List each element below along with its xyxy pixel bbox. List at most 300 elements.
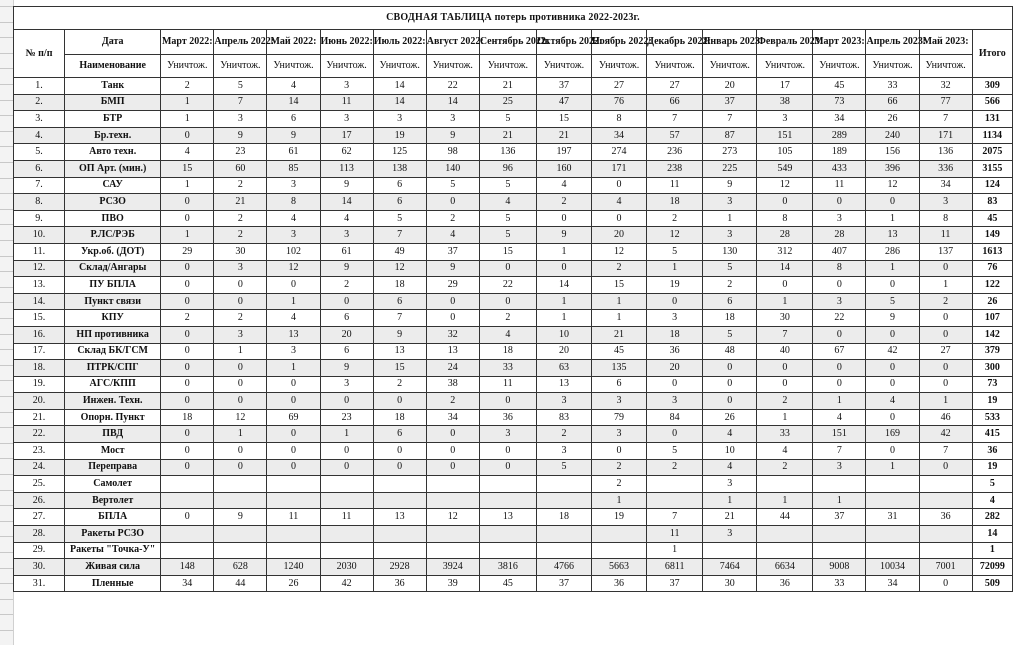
value-cell: 0 bbox=[919, 376, 972, 393]
value-cell: 0 bbox=[373, 443, 426, 460]
value-cell: 289 bbox=[813, 127, 866, 144]
value-cell: 0 bbox=[426, 310, 479, 327]
month-header: Ноябрь 2022: bbox=[592, 30, 647, 55]
table-row bbox=[14, 509, 1013, 526]
row-index-cell: 26. bbox=[14, 492, 65, 509]
row-index-cell: 2. bbox=[14, 94, 65, 111]
value-cell: 66 bbox=[866, 94, 919, 111]
value-cell: 6 bbox=[373, 194, 426, 211]
month-header: Март 2022: bbox=[161, 30, 214, 55]
value-cell: 1 bbox=[592, 310, 647, 327]
table-row bbox=[14, 343, 1013, 360]
value-cell: 5 bbox=[479, 177, 536, 194]
month-header: Апрель 2022: bbox=[214, 30, 267, 55]
row-total-cell: 142 bbox=[972, 326, 1012, 343]
value-cell: 1 bbox=[536, 310, 591, 327]
value-cell: 18 bbox=[161, 409, 214, 426]
value-cell: 2 bbox=[757, 393, 813, 410]
value-cell: 1 bbox=[813, 393, 866, 410]
value-cell: 407 bbox=[813, 243, 866, 260]
value-cell: 0 bbox=[267, 443, 320, 460]
value-cell: 4 bbox=[592, 194, 647, 211]
value-cell: 7 bbox=[373, 310, 426, 327]
value-cell: 30 bbox=[703, 575, 757, 592]
value-cell: 0 bbox=[479, 293, 536, 310]
row-total-cell: 533 bbox=[972, 409, 1012, 426]
row-index-cell: 16. bbox=[14, 326, 65, 343]
gutter-line bbox=[0, 427, 13, 428]
table-row bbox=[14, 227, 1013, 244]
table-row bbox=[14, 194, 1013, 211]
row-name-cell: БПЛА bbox=[65, 509, 161, 526]
gutter-line bbox=[0, 22, 13, 23]
gutter-line bbox=[0, 443, 13, 444]
value-cell: 23 bbox=[320, 409, 373, 426]
row-total-cell: 300 bbox=[972, 360, 1012, 377]
value-cell: 2 bbox=[703, 277, 757, 294]
row-index-cell: 9. bbox=[14, 210, 65, 227]
value-cell bbox=[426, 542, 479, 559]
gutter-line bbox=[0, 224, 13, 225]
value-cell bbox=[479, 492, 536, 509]
value-cell: 0 bbox=[214, 277, 267, 294]
value-cell: 171 bbox=[592, 160, 647, 177]
value-cell: 0 bbox=[919, 326, 972, 343]
value-cell: 0 bbox=[161, 127, 214, 144]
value-cell: 39 bbox=[426, 575, 479, 592]
gutter-line bbox=[0, 630, 13, 631]
value-cell: 336 bbox=[919, 160, 972, 177]
value-cell: 7 bbox=[214, 94, 267, 111]
value-cell: 9008 bbox=[813, 559, 866, 576]
row-name-cell: Ракеты РСЗО bbox=[65, 526, 161, 543]
value-cell: 1 bbox=[267, 360, 320, 377]
row-index-cell: 18. bbox=[14, 360, 65, 377]
value-cell: 0 bbox=[703, 360, 757, 377]
value-cell: 13 bbox=[373, 343, 426, 360]
value-cell: 286 bbox=[866, 243, 919, 260]
value-cell: 6 bbox=[373, 293, 426, 310]
value-cell: 2 bbox=[592, 260, 647, 277]
value-cell: 274 bbox=[592, 144, 647, 161]
value-cell: 63 bbox=[536, 360, 591, 377]
value-cell: 3 bbox=[267, 227, 320, 244]
value-cell bbox=[919, 542, 972, 559]
value-cell: 7 bbox=[919, 443, 972, 460]
value-cell bbox=[214, 492, 267, 509]
value-cell: 33 bbox=[479, 360, 536, 377]
gutter-line bbox=[0, 583, 13, 584]
value-cell: 15 bbox=[536, 111, 591, 128]
value-cell: 7 bbox=[647, 111, 703, 128]
value-cell: 0 bbox=[866, 277, 919, 294]
value-cell: 18 bbox=[373, 277, 426, 294]
value-cell: 0 bbox=[647, 426, 703, 443]
value-cell: 0 bbox=[161, 509, 214, 526]
value-cell: 98 bbox=[426, 144, 479, 161]
value-cell: 3 bbox=[214, 260, 267, 277]
row-name-cell: ОП Арт. (мин.) bbox=[65, 160, 161, 177]
gutter-line bbox=[0, 240, 13, 241]
value-cell: 21 bbox=[536, 127, 591, 144]
table-row bbox=[14, 376, 1013, 393]
value-cell: 0 bbox=[161, 376, 214, 393]
value-cell bbox=[479, 542, 536, 559]
row-index-cell: 7. bbox=[14, 177, 65, 194]
table-row bbox=[14, 260, 1013, 277]
row-total-cell: 124 bbox=[972, 177, 1012, 194]
row-index-cell: 10. bbox=[14, 227, 65, 244]
value-cell: 4 bbox=[161, 144, 214, 161]
value-cell bbox=[426, 492, 479, 509]
value-cell: 13 bbox=[866, 227, 919, 244]
value-cell: 2 bbox=[214, 227, 267, 244]
value-cell: 2 bbox=[647, 459, 703, 476]
value-cell: 10 bbox=[703, 443, 757, 460]
value-cell: 2 bbox=[426, 210, 479, 227]
value-cell: 0 bbox=[161, 293, 214, 310]
value-cell: 3 bbox=[813, 293, 866, 310]
value-cell: 2 bbox=[592, 476, 647, 493]
value-cell bbox=[813, 476, 866, 493]
value-cell: 3 bbox=[214, 111, 267, 128]
value-cell: 6 bbox=[592, 376, 647, 393]
value-cell: 1 bbox=[703, 492, 757, 509]
month-header: Декабрь 2022: bbox=[647, 30, 703, 55]
value-cell: 33 bbox=[813, 575, 866, 592]
table-row bbox=[14, 360, 1013, 377]
value-cell bbox=[647, 476, 703, 493]
row-name-cell: Переправа bbox=[65, 459, 161, 476]
value-cell: 22 bbox=[479, 277, 536, 294]
gutter-line bbox=[0, 505, 13, 506]
month-header: Июль 2022: bbox=[373, 30, 426, 55]
value-cell: 3 bbox=[703, 476, 757, 493]
value-cell: 67 bbox=[813, 343, 866, 360]
month-header: Октябрь 2022: bbox=[536, 30, 591, 55]
row-total-cell: 83 bbox=[972, 194, 1012, 211]
gutter-line bbox=[0, 536, 13, 537]
value-cell: 42 bbox=[320, 575, 373, 592]
row-name-cell: Вертолет bbox=[65, 492, 161, 509]
value-cell: 4 bbox=[267, 78, 320, 95]
row-index-cell: 15. bbox=[14, 310, 65, 327]
value-cell: 3 bbox=[267, 177, 320, 194]
value-cell bbox=[426, 526, 479, 543]
value-cell: 73 bbox=[813, 94, 866, 111]
value-cell: 3 bbox=[536, 443, 591, 460]
row-name-cell: РСЗО bbox=[65, 194, 161, 211]
value-cell bbox=[866, 492, 919, 509]
row-index-cell: 12. bbox=[14, 260, 65, 277]
value-cell bbox=[536, 492, 591, 509]
gutter-line bbox=[0, 365, 13, 366]
row-name-cell: Танк bbox=[65, 78, 161, 95]
value-cell: 3924 bbox=[426, 559, 479, 576]
value-cell: 36 bbox=[647, 343, 703, 360]
value-cell: 0 bbox=[866, 376, 919, 393]
value-cell: 240 bbox=[866, 127, 919, 144]
value-cell: 1 bbox=[919, 277, 972, 294]
value-cell: 1 bbox=[647, 542, 703, 559]
value-cell: 42 bbox=[866, 343, 919, 360]
value-cell: 14 bbox=[426, 94, 479, 111]
value-cell: 22 bbox=[426, 78, 479, 95]
row-total-cell: 26 bbox=[972, 293, 1012, 310]
value-cell: 66 bbox=[647, 94, 703, 111]
table-row bbox=[14, 144, 1013, 161]
row-index-cell: 28. bbox=[14, 526, 65, 543]
value-cell: 13 bbox=[373, 509, 426, 526]
value-cell: 4 bbox=[536, 177, 591, 194]
row-name-cell: АГС/КПП bbox=[65, 376, 161, 393]
table-row bbox=[14, 177, 1013, 194]
value-cell: 2 bbox=[214, 210, 267, 227]
value-cell: 48 bbox=[703, 343, 757, 360]
value-cell: 18 bbox=[647, 194, 703, 211]
value-cell bbox=[479, 476, 536, 493]
value-cell: 6 bbox=[373, 177, 426, 194]
value-cell: 0 bbox=[757, 360, 813, 377]
value-cell: 0 bbox=[866, 443, 919, 460]
value-cell: 49 bbox=[373, 243, 426, 260]
row-name-cell: ПТРК/СПГ bbox=[65, 360, 161, 377]
row-index-cell: 11. bbox=[14, 243, 65, 260]
value-cell: 10034 bbox=[866, 559, 919, 576]
action-subheader: Уничтож. bbox=[161, 55, 214, 78]
value-cell: 3 bbox=[373, 111, 426, 128]
value-cell: 8 bbox=[813, 260, 866, 277]
value-cell: 4 bbox=[267, 210, 320, 227]
value-cell: 0 bbox=[866, 409, 919, 426]
row-index-cell: 23. bbox=[14, 443, 65, 460]
action-subheader: Уничтож. bbox=[813, 55, 866, 78]
gutter-line bbox=[0, 614, 13, 615]
month-header: Июнь 2022: bbox=[320, 30, 373, 55]
value-cell: 37 bbox=[703, 94, 757, 111]
value-cell: 2 bbox=[373, 376, 426, 393]
value-cell: 0 bbox=[161, 194, 214, 211]
value-cell: 12 bbox=[373, 260, 426, 277]
value-cell: 0 bbox=[373, 459, 426, 476]
value-cell: 5 bbox=[426, 177, 479, 194]
value-cell: 5 bbox=[703, 260, 757, 277]
value-cell: 21 bbox=[479, 78, 536, 95]
gutter-line bbox=[0, 131, 13, 132]
value-cell: 29 bbox=[161, 243, 214, 260]
value-cell: 2 bbox=[479, 310, 536, 327]
value-cell: 0 bbox=[214, 293, 267, 310]
row-total-cell: 282 bbox=[972, 509, 1012, 526]
row-name-cell: Укр.об. (ДОТ) bbox=[65, 243, 161, 260]
value-cell: 5 bbox=[479, 111, 536, 128]
table-row bbox=[14, 459, 1013, 476]
row-index-cell: 6. bbox=[14, 160, 65, 177]
value-cell: 27 bbox=[592, 78, 647, 95]
value-cell: 1 bbox=[866, 210, 919, 227]
value-cell: 45 bbox=[813, 78, 866, 95]
value-cell: 9 bbox=[536, 227, 591, 244]
value-cell: 20 bbox=[536, 343, 591, 360]
row-name-cell: ПУ БПЛА bbox=[65, 277, 161, 294]
gutter-line bbox=[0, 396, 13, 397]
value-cell: 5663 bbox=[592, 559, 647, 576]
losses-summary-table bbox=[13, 6, 1013, 592]
value-cell: 12 bbox=[426, 509, 479, 526]
row-name-cell: Р.ЛС/РЭБ bbox=[65, 227, 161, 244]
row-name-cell: ПВО bbox=[65, 210, 161, 227]
value-cell: 57 bbox=[647, 127, 703, 144]
value-cell: 40 bbox=[757, 343, 813, 360]
table-row bbox=[14, 559, 1013, 576]
value-cell: 14 bbox=[373, 78, 426, 95]
row-total-cell: 1613 bbox=[972, 243, 1012, 260]
value-cell: 0 bbox=[919, 310, 972, 327]
action-subheader: Уничтож. bbox=[536, 55, 591, 78]
gutter-line bbox=[0, 318, 13, 319]
value-cell: 14 bbox=[373, 94, 426, 111]
value-cell: 1 bbox=[647, 260, 703, 277]
row-index-cell: 8. bbox=[14, 194, 65, 211]
value-cell: 0 bbox=[919, 575, 972, 592]
value-cell: 11 bbox=[647, 526, 703, 543]
value-cell: 18 bbox=[536, 509, 591, 526]
value-cell: 9 bbox=[320, 260, 373, 277]
value-cell: 0 bbox=[813, 360, 866, 377]
value-cell: 0 bbox=[161, 277, 214, 294]
value-cell bbox=[214, 542, 267, 559]
value-cell: 3 bbox=[320, 227, 373, 244]
value-cell: 3 bbox=[267, 343, 320, 360]
row-index-cell: 1. bbox=[14, 78, 65, 95]
value-cell: 0 bbox=[866, 360, 919, 377]
value-cell: 11 bbox=[647, 177, 703, 194]
value-cell: 130 bbox=[703, 243, 757, 260]
value-cell: 61 bbox=[320, 243, 373, 260]
value-cell: 26 bbox=[866, 111, 919, 128]
value-cell: 0 bbox=[161, 343, 214, 360]
value-cell: 85 bbox=[267, 160, 320, 177]
row-index-cell: 31. bbox=[14, 575, 65, 592]
value-cell bbox=[161, 542, 214, 559]
value-cell: 5 bbox=[373, 210, 426, 227]
value-cell: 3 bbox=[214, 326, 267, 343]
value-cell: 1240 bbox=[267, 559, 320, 576]
value-cell: 24 bbox=[426, 360, 479, 377]
value-cell: 26 bbox=[267, 575, 320, 592]
row-total-cell: 309 bbox=[972, 78, 1012, 95]
row-index-cell: 29. bbox=[14, 542, 65, 559]
gutter-line bbox=[0, 334, 13, 335]
value-cell bbox=[320, 492, 373, 509]
table-row bbox=[14, 542, 1013, 559]
value-cell: 0 bbox=[479, 459, 536, 476]
value-cell: 0 bbox=[919, 260, 972, 277]
value-cell: 13 bbox=[267, 326, 320, 343]
value-cell: 7 bbox=[757, 326, 813, 343]
value-cell bbox=[919, 492, 972, 509]
month-header: Май 2022: bbox=[267, 30, 320, 55]
row-total-cell: 131 bbox=[972, 111, 1012, 128]
value-cell: 7 bbox=[373, 227, 426, 244]
value-cell: 0 bbox=[161, 210, 214, 227]
value-cell: 4 bbox=[320, 210, 373, 227]
gutter-line bbox=[0, 100, 13, 101]
value-cell: 37 bbox=[536, 78, 591, 95]
value-cell bbox=[373, 542, 426, 559]
value-cell: 0 bbox=[426, 293, 479, 310]
value-cell: 135 bbox=[592, 360, 647, 377]
value-cell: 1 bbox=[161, 111, 214, 128]
value-cell: 3 bbox=[320, 78, 373, 95]
table-row bbox=[14, 476, 1013, 493]
value-cell: 6 bbox=[703, 293, 757, 310]
value-cell: 37 bbox=[536, 575, 591, 592]
row-name-cell: Ракеты "Точка-У" bbox=[65, 542, 161, 559]
gutter-line bbox=[0, 178, 13, 179]
value-cell: 0 bbox=[161, 459, 214, 476]
value-cell: 12 bbox=[214, 409, 267, 426]
value-cell: 9 bbox=[214, 127, 267, 144]
value-cell: 3 bbox=[592, 393, 647, 410]
action-subheader: Уничтож. bbox=[373, 55, 426, 78]
value-cell: 15 bbox=[479, 243, 536, 260]
row-name-cell: НП противника bbox=[65, 326, 161, 343]
value-cell: 33 bbox=[866, 78, 919, 95]
value-cell: 20 bbox=[592, 227, 647, 244]
value-cell: 26 bbox=[703, 409, 757, 426]
gutter-line bbox=[0, 115, 13, 116]
row-name-cell: КПУ bbox=[65, 310, 161, 327]
value-cell bbox=[373, 476, 426, 493]
month-header: Март 2023: bbox=[813, 30, 866, 55]
action-subheader: Уничтож. bbox=[214, 55, 267, 78]
value-cell: 2 bbox=[161, 78, 214, 95]
value-cell: 77 bbox=[919, 94, 972, 111]
value-cell: 3 bbox=[647, 393, 703, 410]
row-total-cell: 122 bbox=[972, 277, 1012, 294]
value-cell: 396 bbox=[866, 160, 919, 177]
value-cell: 45 bbox=[479, 575, 536, 592]
table-row bbox=[14, 492, 1013, 509]
value-cell: 3 bbox=[919, 194, 972, 211]
value-cell: 0 bbox=[214, 393, 267, 410]
value-cell: 197 bbox=[536, 144, 591, 161]
value-cell: 34 bbox=[161, 575, 214, 592]
value-cell bbox=[866, 526, 919, 543]
value-cell: 225 bbox=[703, 160, 757, 177]
value-cell: 1 bbox=[866, 459, 919, 476]
value-cell: 0 bbox=[813, 326, 866, 343]
value-cell: 9 bbox=[703, 177, 757, 194]
value-cell: 236 bbox=[647, 144, 703, 161]
gutter-line bbox=[0, 287, 13, 288]
row-index-cell: 19. bbox=[14, 376, 65, 393]
row-total-cell: 14 bbox=[972, 526, 1012, 543]
value-cell: 18 bbox=[647, 326, 703, 343]
value-cell: 5 bbox=[214, 78, 267, 95]
value-cell: 312 bbox=[757, 243, 813, 260]
value-cell: 34 bbox=[866, 575, 919, 592]
value-cell: 0 bbox=[592, 210, 647, 227]
value-cell bbox=[373, 526, 426, 543]
value-cell: 1 bbox=[757, 409, 813, 426]
value-cell: 18 bbox=[479, 343, 536, 360]
value-cell: 13 bbox=[536, 376, 591, 393]
row-name-cell: Пленные bbox=[65, 575, 161, 592]
value-cell: 4 bbox=[479, 326, 536, 343]
row-index-cell: 20. bbox=[14, 393, 65, 410]
